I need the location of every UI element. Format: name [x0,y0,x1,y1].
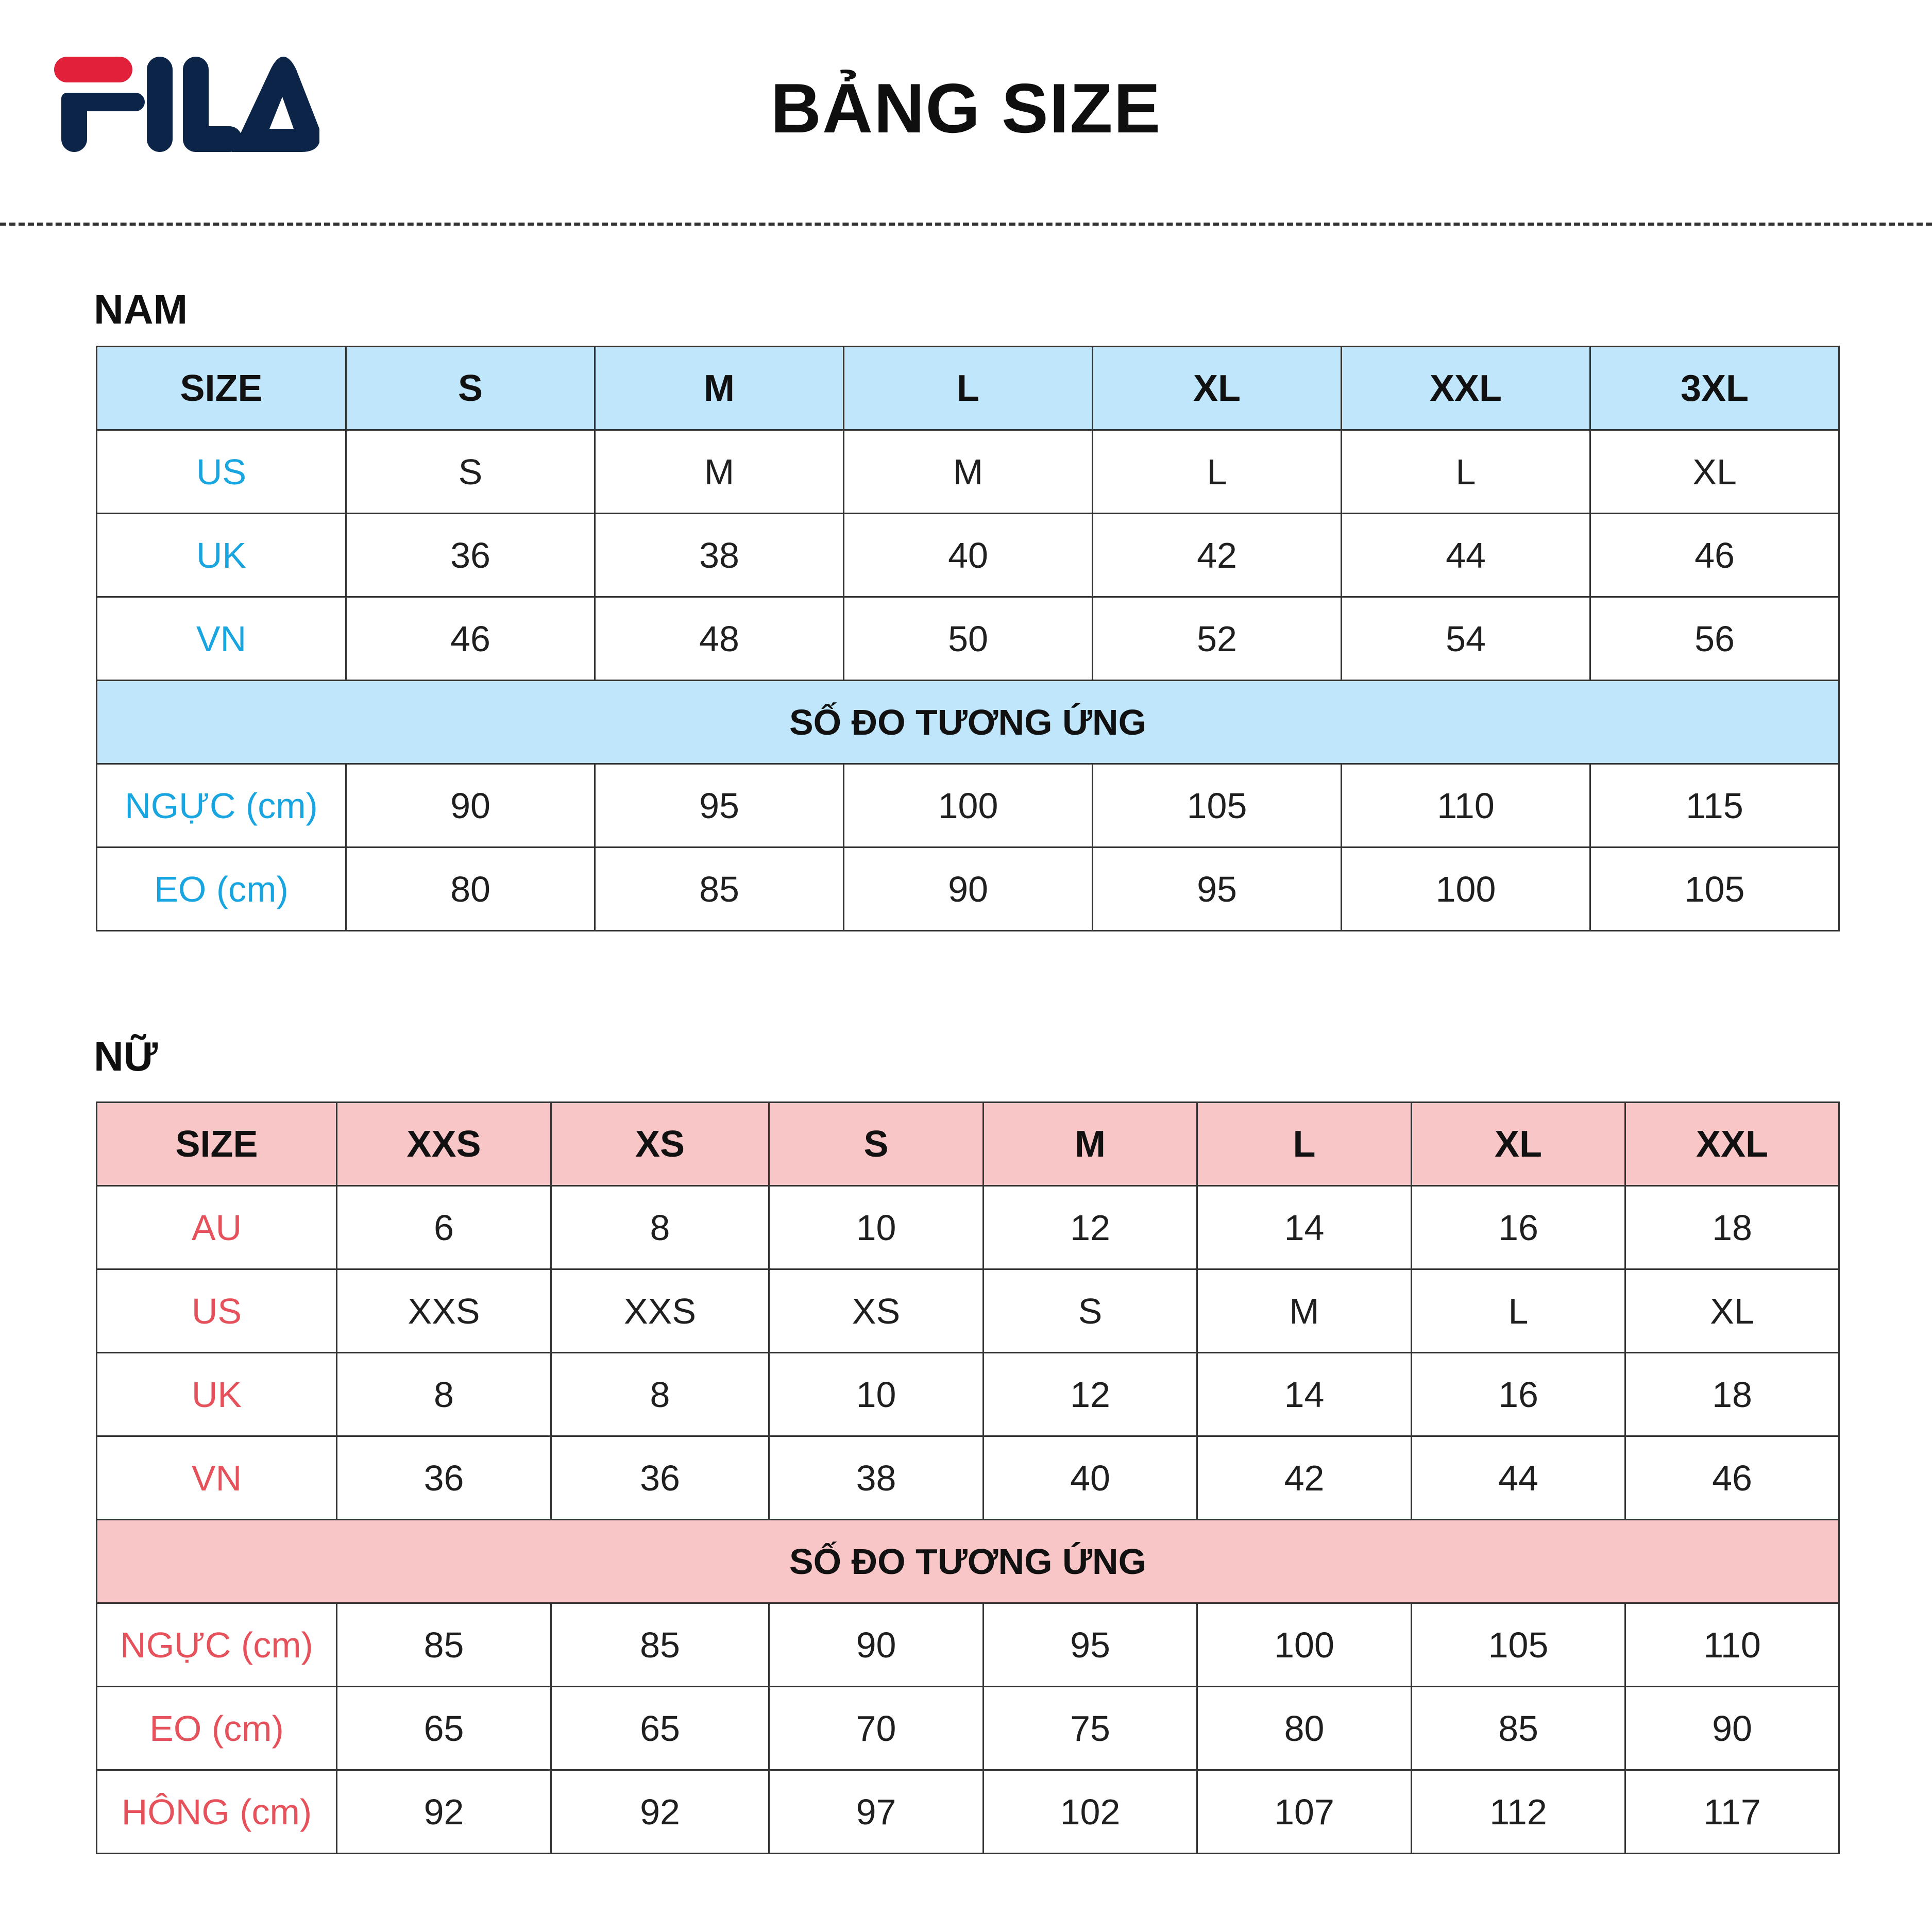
women-size-table [96,1101,1840,1854]
women-header-cell: XXS [337,1103,551,1186]
table-cell: 18 [1625,1353,1839,1436]
table-cell: 6 [337,1186,551,1269]
table-cell: 90 [769,1603,984,1687]
table-cell: 8 [337,1353,551,1436]
table-cell: 46 [346,597,595,681]
table-cell: M [1197,1269,1412,1353]
table-cell: 46 [1590,514,1839,597]
table-cell: XXS [551,1269,769,1353]
table-cell: 65 [551,1687,769,1770]
measure-section-title: SỐ ĐO TƯƠNG ỨNG [97,681,1839,764]
row-label: HÔNG (cm) [97,1770,337,1854]
men-row-uk [97,514,1839,597]
table-cell: XL [1590,430,1839,514]
table-cell: 97 [769,1770,984,1854]
table-cell: 54 [1342,597,1590,681]
table-cell: 65 [337,1687,551,1770]
table-cell: 100 [1197,1603,1412,1687]
table-cell: 36 [337,1436,551,1520]
table-cell: 90 [346,764,595,848]
men-header-cell: M [595,347,844,430]
women-header-cell: L [1197,1103,1412,1186]
table-cell: S [984,1269,1197,1353]
row-label: US [97,1269,337,1353]
table-cell: 80 [346,848,595,931]
table-cell: 102 [984,1770,1197,1854]
women-header-cell: XXL [1625,1103,1839,1186]
measure-section-title: SỐ ĐO TƯƠNG ỨNG [97,1520,1839,1603]
table-cell: 8 [551,1353,769,1436]
table-cell: 56 [1590,597,1839,681]
women-header-cell: XS [551,1103,769,1186]
table-cell: XL [1625,1269,1839,1353]
table-cell: 48 [595,597,844,681]
row-label: US [97,430,346,514]
table-cell: L [1093,430,1342,514]
table-cell: 40 [844,514,1093,597]
table-cell: 10 [769,1186,984,1269]
table-cell: 42 [1093,514,1342,597]
table-cell: 105 [1093,764,1342,848]
table-cell: L [1342,430,1590,514]
table-cell: 44 [1412,1436,1625,1520]
women-row-us [97,1269,1839,1353]
row-label: UK [97,514,346,597]
dashed-divider [0,223,1932,226]
men-row-vn [97,597,1839,681]
table-cell: 107 [1197,1770,1412,1854]
table-cell: 12 [984,1186,1197,1269]
men-header-cell: S [346,347,595,430]
women-header-cell: SIZE [97,1103,337,1186]
row-label: VN [97,597,346,681]
table-cell: 52 [1093,597,1342,681]
men-section-title: NAM [94,286,188,332]
table-cell: 46 [1625,1436,1839,1520]
table-cell: 70 [769,1687,984,1770]
men-measure-title-row [97,681,1839,764]
row-label: UK [97,1353,337,1436]
table-cell: 92 [337,1770,551,1854]
men-header-row [97,347,1839,430]
men-row-chest [97,764,1839,848]
table-cell: 100 [844,764,1093,848]
table-cell: 80 [1197,1687,1412,1770]
table-cell: 36 [551,1436,769,1520]
men-header-cell: XL [1093,347,1342,430]
women-section-title: NỮ [94,1033,158,1079]
table-cell: L [1412,1269,1625,1353]
table-cell: 18 [1625,1186,1839,1269]
row-label: EO (cm) [97,1687,337,1770]
table-cell: 40 [984,1436,1197,1520]
table-cell: 90 [844,848,1093,931]
men-row-waist [97,848,1839,931]
table-cell: 112 [1412,1770,1625,1854]
table-cell: 36 [346,514,595,597]
table-cell: XXS [337,1269,551,1353]
women-measure-title-row [97,1520,1839,1603]
table-cell: 85 [337,1603,551,1687]
table-cell: 50 [844,597,1093,681]
men-header-cell: XXL [1342,347,1590,430]
table-cell: 42 [1197,1436,1412,1520]
table-cell: 85 [1412,1687,1625,1770]
table-cell: 12 [984,1353,1197,1436]
table-cell: 110 [1342,764,1590,848]
men-header-cell: SIZE [97,347,346,430]
table-cell: 105 [1590,848,1839,931]
table-cell: 75 [984,1687,1197,1770]
men-row-us [97,430,1839,514]
table-cell: 115 [1590,764,1839,848]
table-cell: 14 [1197,1186,1412,1269]
row-label: NGỰC (cm) [97,1603,337,1687]
table-cell: S [346,430,595,514]
table-cell: 38 [769,1436,984,1520]
table-cell: 110 [1625,1603,1839,1687]
row-label: NGỰC (cm) [97,764,346,848]
table-cell: 16 [1412,1186,1625,1269]
table-cell: 14 [1197,1353,1412,1436]
row-label: AU [97,1186,337,1269]
table-cell: 44 [1342,514,1590,597]
table-cell: 8 [551,1186,769,1269]
women-row-vn [97,1436,1839,1520]
men-header-cell: L [844,347,1093,430]
women-header-row [97,1103,1839,1186]
table-cell: 95 [984,1603,1197,1687]
women-row-hip [97,1770,1839,1854]
table-cell: 10 [769,1353,984,1436]
table-cell: 85 [551,1603,769,1687]
women-row-au [97,1186,1839,1269]
men-size-table [96,346,1840,931]
table-cell: 38 [595,514,844,597]
table-cell: XS [769,1269,984,1353]
table-cell: M [595,430,844,514]
table-cell: 100 [1342,848,1590,931]
table-cell: 95 [595,764,844,848]
table-cell: 90 [1625,1687,1839,1770]
women-row-uk [97,1353,1839,1436]
table-cell: 95 [1093,848,1342,931]
table-cell: M [844,430,1093,514]
table-cell: 16 [1412,1353,1625,1436]
women-row-waist [97,1687,1839,1770]
women-row-chest [97,1603,1839,1687]
table-cell: 85 [595,848,844,931]
table-cell: 92 [551,1770,769,1854]
page-title: BẢNG SIZE [770,69,1162,147]
table-cell: 117 [1625,1770,1839,1854]
table-cell: 105 [1412,1603,1625,1687]
men-header-cell: 3XL [1590,347,1839,430]
row-label: EO (cm) [97,848,346,931]
women-header-cell: M [984,1103,1197,1186]
women-header-cell: S [769,1103,984,1186]
women-header-cell: XL [1412,1103,1625,1186]
row-label: VN [97,1436,337,1520]
